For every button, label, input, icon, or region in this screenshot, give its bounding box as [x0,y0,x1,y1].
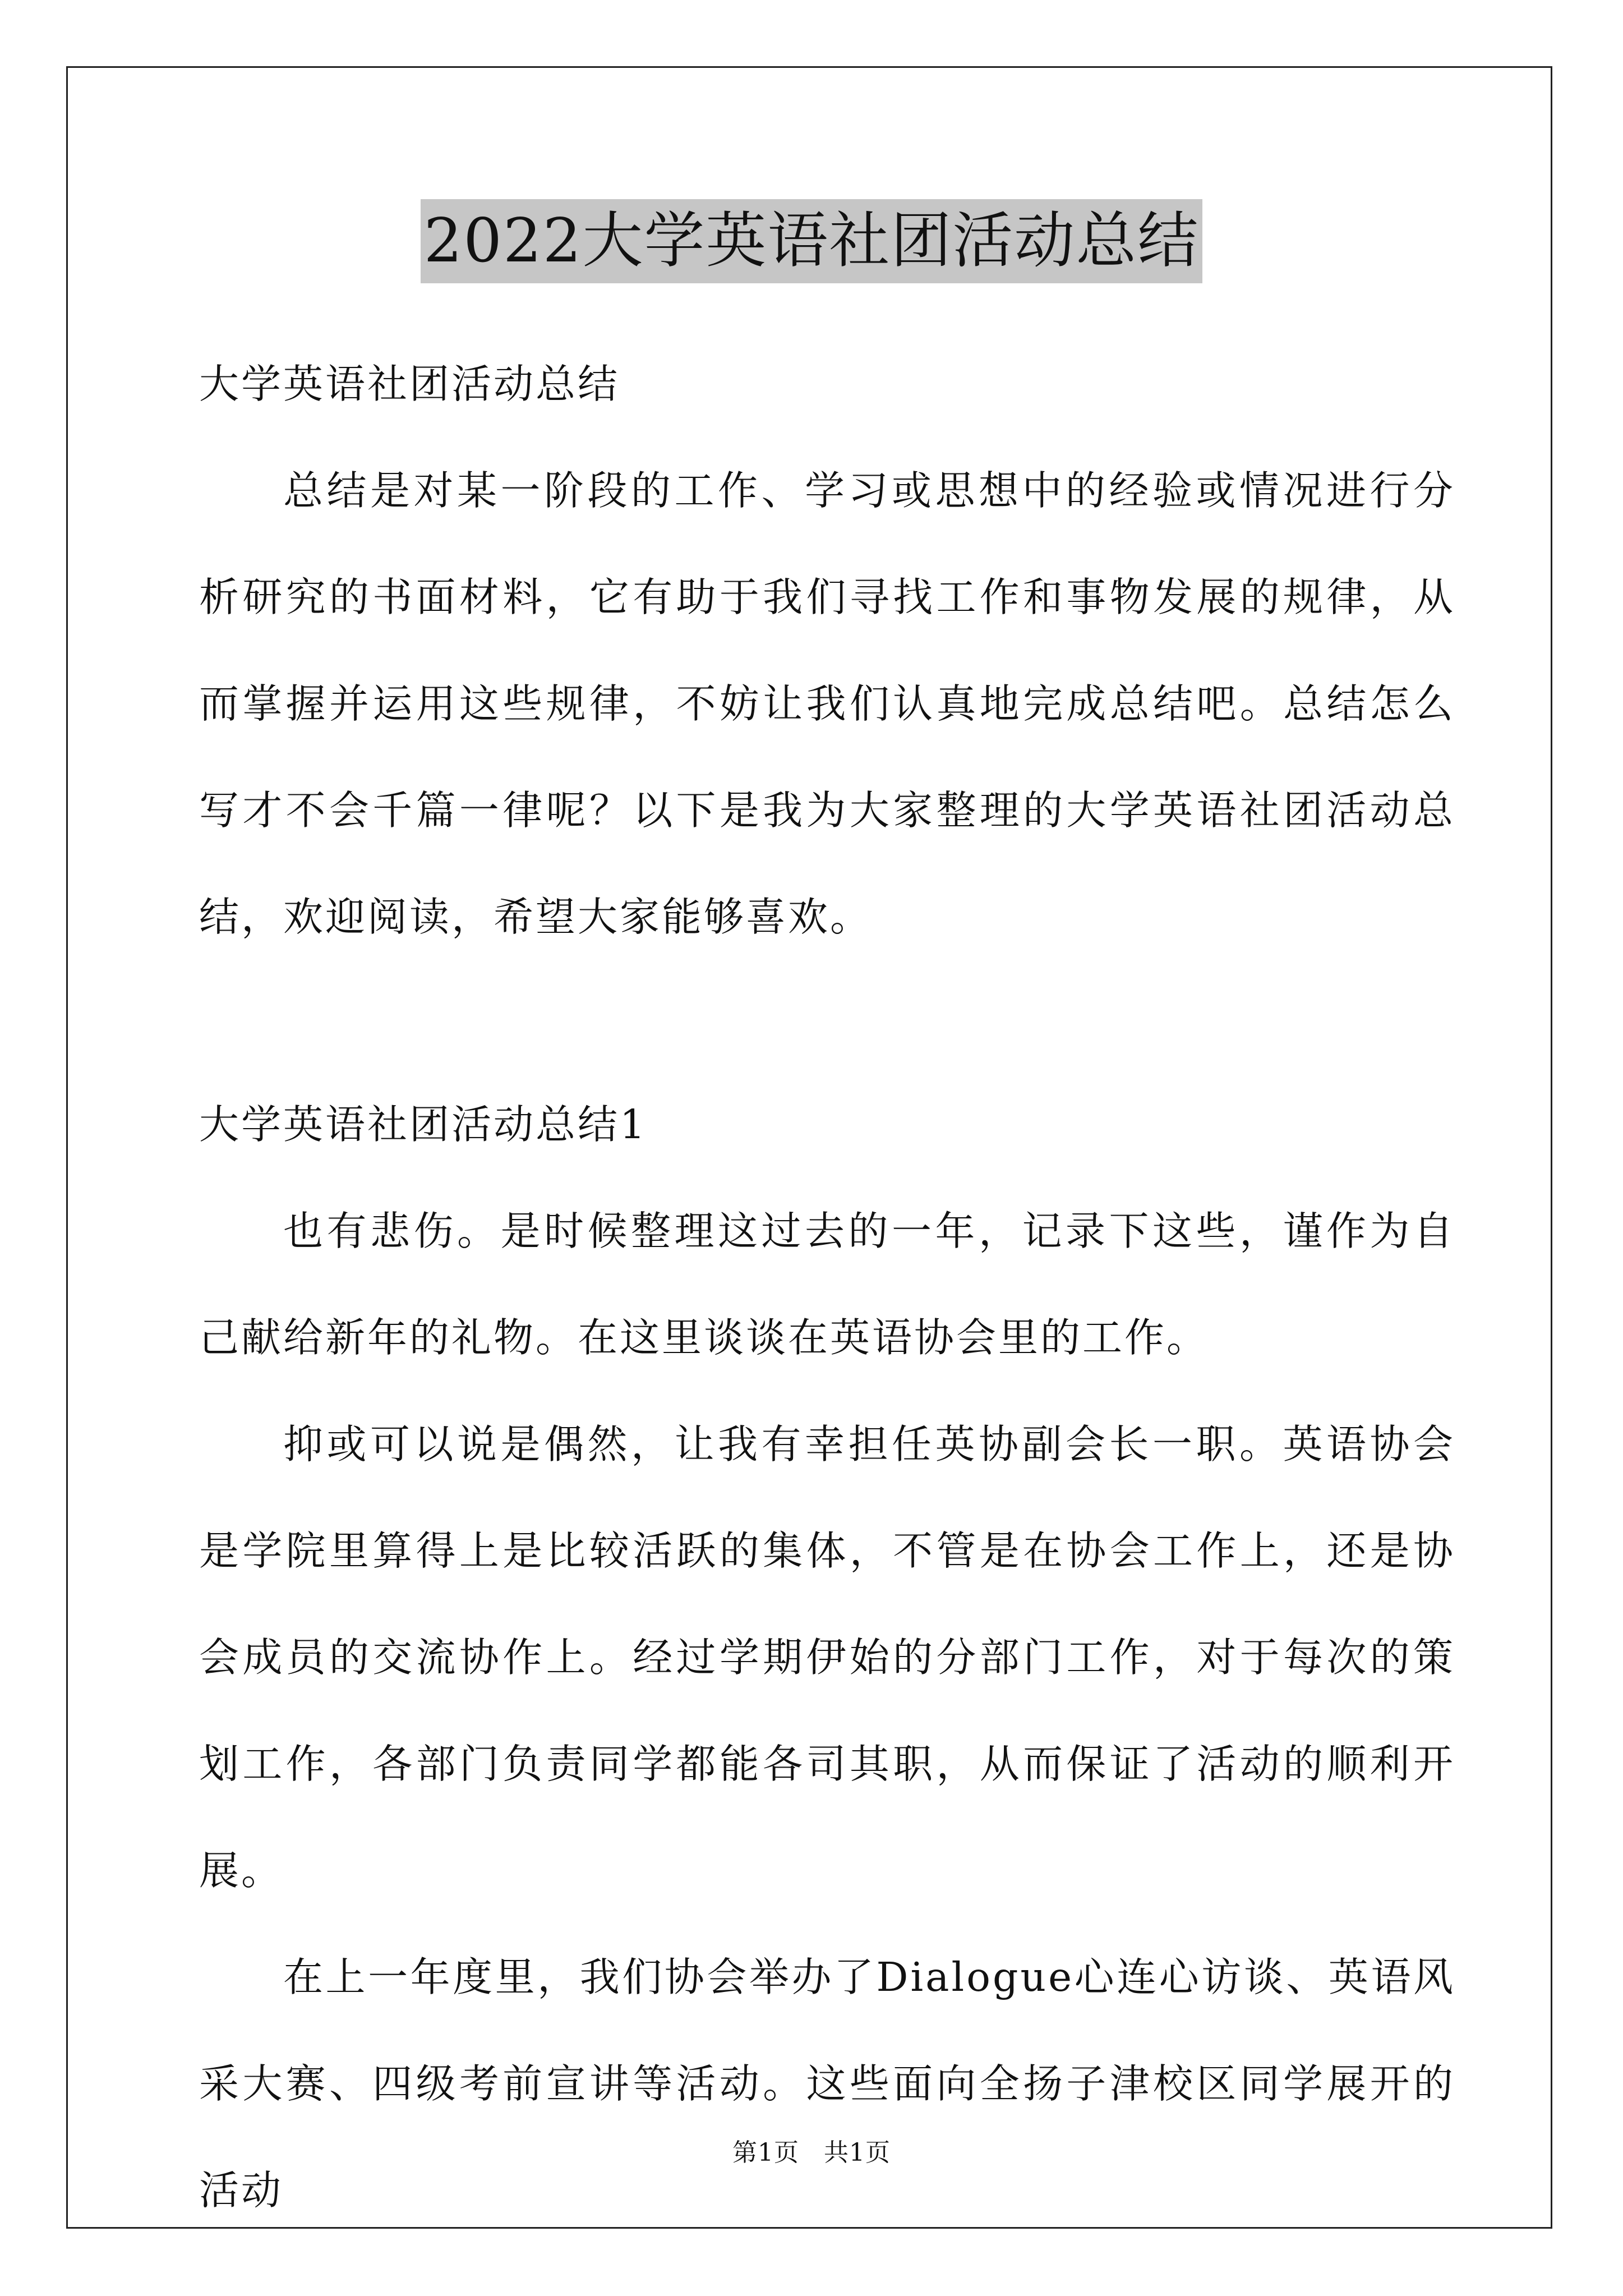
section-spacer [199,970,1455,1071]
page-footer [0,2136,1623,2170]
document-body [199,331,1455,2244]
section-paragraph: 抑或可以说是偶然，让我有幸担任英协副会长一职。英语协会是学院里算得上是比较活跃的集体，不管是在协会工作上，还是协会成员的交流协作上。经过学期伊始的分部门工作，对于每次的策划工作，各部门负责同学都能各司其职，从而保证了活动的顺利开展。 [199,1421,1455,1894]
page-number-total: 共1页 [824,2138,891,2167]
page-number-current: 第1页 [732,2138,799,2167]
title-container [0,199,1623,283]
section-paragraph: 也有悲伤。是时候整理这过去的一年，记录下这些，谨作为自己献给新年的礼物。在这里谈谈在英语协会里的工作。 [199,1208,1455,1361]
intro-paragraph: 总结是对某一阶段的工作、学习或思想中的经验或情况进行分析研究的书面材料，它有助于我们寻找工作和事物发展的规律，从而掌握并运用这些规律，不妨让我们认真地完成总结吧。总结怎么写才不会千篇一律呢？以下是我为大家整理的大学英语社团活动总结，欢迎阅读，希望大家能够喜欢。 [199,467,1455,940]
section-heading: 大学英语社团活动总结1 [199,1101,648,1148]
intro-heading: 大学英语社团活动总结 [199,361,620,407]
section-paragraph: 在上一年度里，我们协会举办了Dialogue心连心访谈、英语风采大赛、四级考前宣讲等活动。这些面向全扬子津校区同学展开的活动 [199,1954,1455,2214]
document-title: 2022大学英语社团活动总结 [421,199,1203,283]
